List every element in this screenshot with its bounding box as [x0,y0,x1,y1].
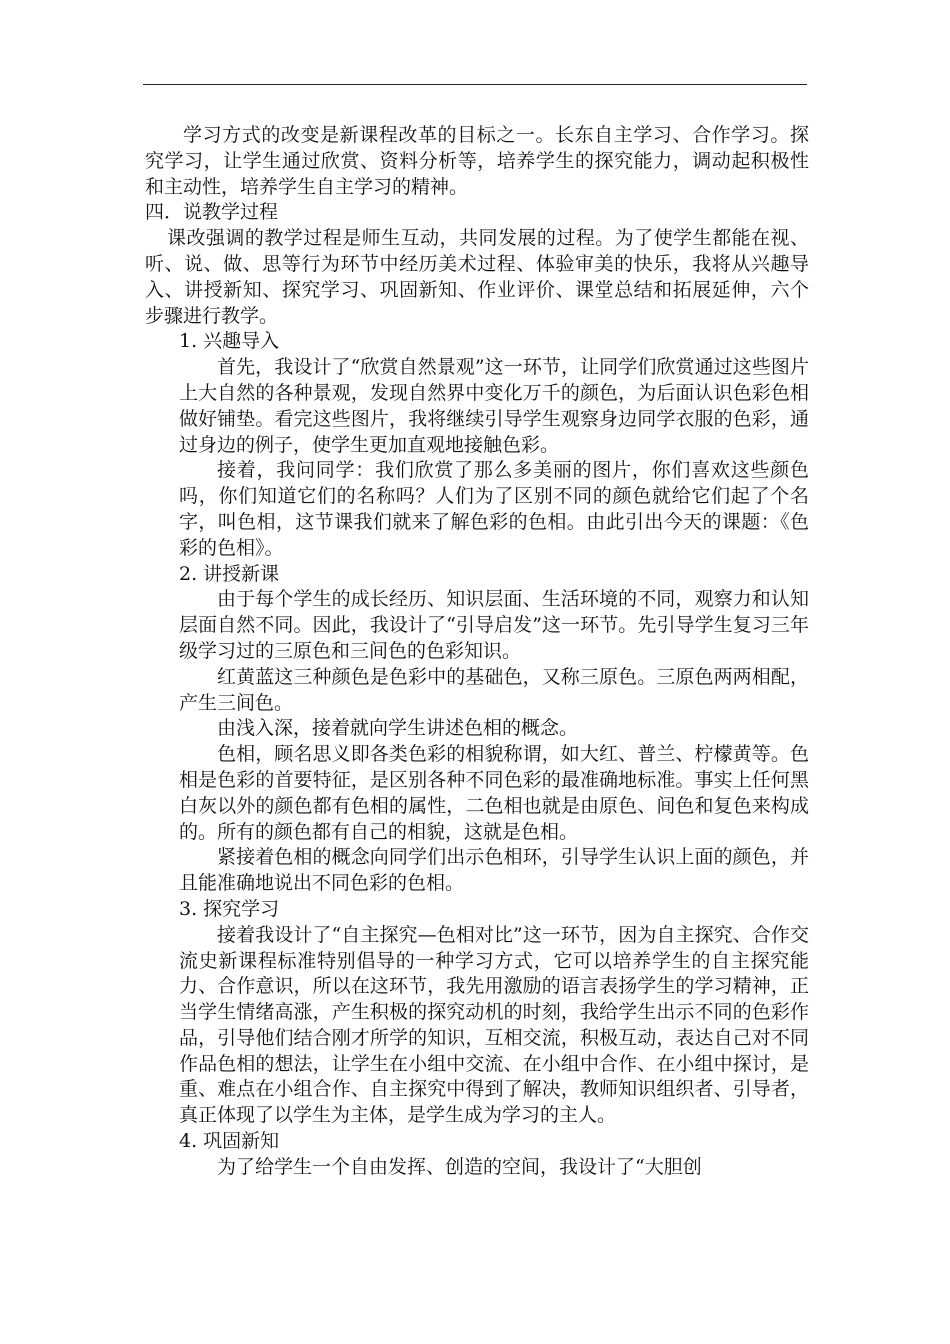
header-rule [143,84,807,85]
paragraph-process-overview: 课改强调的教学过程是师生互动，共同发展的过程。为了使学生都能在视、听、说、做、思等行为环节中经历美术过程、体验审美的快乐，我将从兴趣导入、讲授新知、探究学习、巩固新知、作业评价、课堂总结和拓展延伸，六个步骤进行教学。 [145,227,809,327]
paragraph-new-lesson-4: 色相，顾名思义即各类色彩的相貌称谓，如大红、普兰、柠檬黄等。色相是色彩的首要特征，是区别各种不同色彩的最准确地标准。事实上任何黑白灰以外的颜色都有色相的属性，二色相也就是由原色、间色和复色来构成的。所有的颜色都有自己的相貌，这就是色相。 [179,743,809,843]
step-heading-interest: 1. 兴趣导入 [179,330,280,353]
step-heading-explore: 3. 探究学习 [179,897,280,920]
paragraph-learning-mode: 学习方式的改变是新课程改革的目标之一。长东自主学习、合作学习。探究学习，让学生通过欣赏、资料分析等，培养学生的探究能力，调动起积极性和主动性，培养学生自主学习的精神。 [145,124,809,198]
section-heading-teaching-process: 四．说教学过程 [145,201,279,224]
step-heading-new-lesson: 2. 讲授新课 [179,562,280,585]
paragraph-consolidate: 为了给学生一个自由发挥、创造的空间，我设计了“大胆创 [217,1155,702,1178]
document-body [145,123,809,1181]
paragraph-new-lesson-1: 由于每个学生的成长经历、知识层面、生活环境的不同，观察力和认知层面自然不同。因此，我设计了“引导启发”这一环节。先引导学生复习三年级学习过的三原色和三间色的色彩知识。 [179,588,809,662]
paragraph-new-lesson-3: 由浅入深，接着就向学生讲述色相的概念。 [217,717,579,740]
paragraph-explore: 接着我设计了“自主探究—色相对比”这一环节，因为自主探究、合作交流史新课程标准特别倡导的一种学习方式，它可以培养学生的自主探究能力、合作意识，所以在这环节，我先用激励的语言表扬学生的学习精神，正当学生情绪高涨，产生积极的探究动机的时刻，我给学生出示不同的色彩作品，引导他们结合刚才所学的知识，互相交流，积极互动，表达自己对不同作品色相的想法，让学生在小组中交流、在小组中合作、在小组中探讨，是重、难点在小组合作、自主探究中得到了解决，教师知识组织者、引导者，真正体现了以学生为主体，是学生成为学习的主人。 [179,923,809,1127]
paragraph-new-lesson-2: 红黄蓝这三种颜色是色彩中的基础色，又称三原色。三原色两两相配，产生三间色。 [179,665,809,714]
paragraph-interest-1: 首先，我设计了“欣赏自然景观”这一环节，让同学们欣赏通过这些图片上大自然的各种景观，发现自然界中变化万千的颜色，为后面认识色彩色相做好铺垫。看完这些图片，我将继续引导学生观察身边同学衣服的色彩，通过身边的例子，使学生更加直观地接触色彩。 [179,356,809,456]
step-heading-consolidate: 4. 巩固新知 [179,1130,280,1153]
paragraph-interest-2: 接着，我问同学：我们欣赏了那么多美丽的图片，你们喜欢这些颜色吗，你们知道它们的名称吗？人们为了区别不同的颜色就给它们起了个名字，叫色相，这节课我们就来了解色彩的色相。由此引出今天的课题：《色彩的色相》。 [179,459,809,559]
paragraph-new-lesson-5: 紧接着色相的概念向同学们出示色相环，引导学生认识上面的颜色，并且能准确地说出不同色彩的色相。 [179,846,809,895]
